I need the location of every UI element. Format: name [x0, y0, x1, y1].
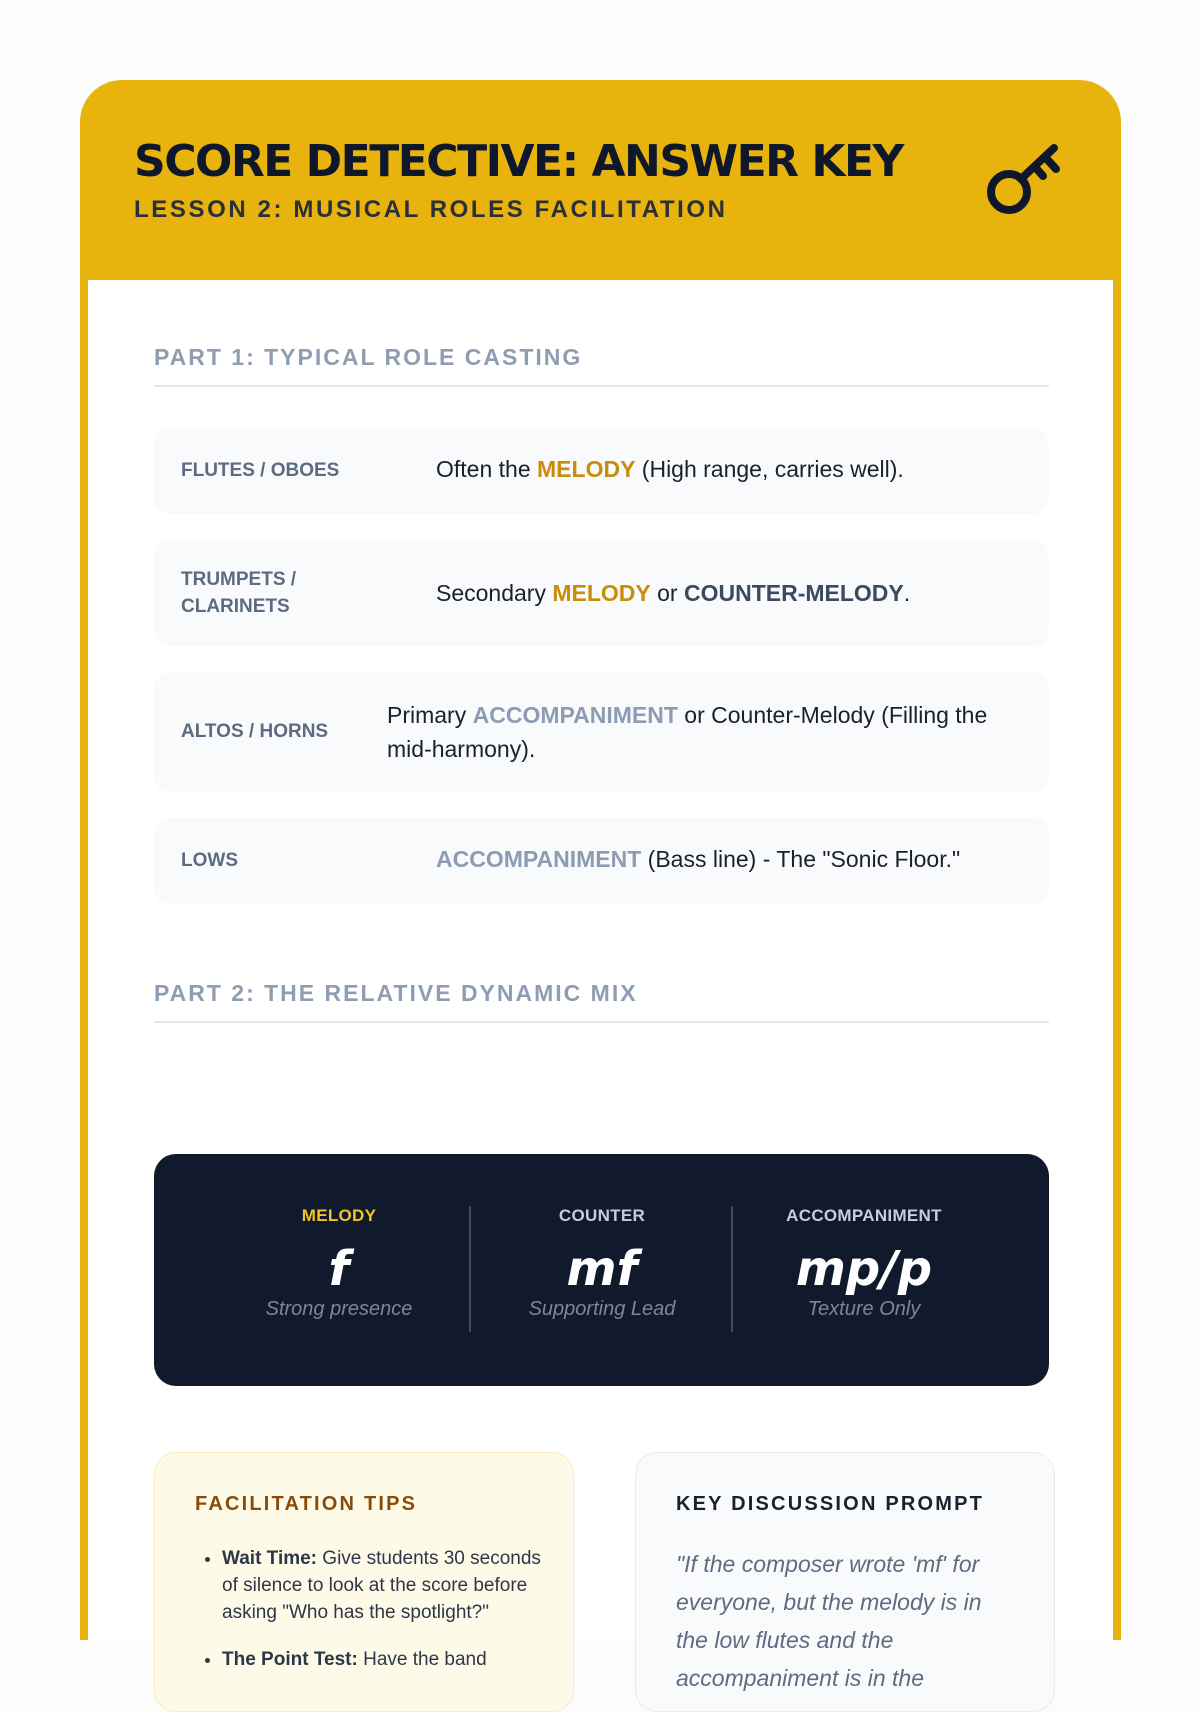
mix-note: Strong presence: [265, 1298, 413, 1320]
dynamic-mix-panel: [154, 1154, 1049, 1386]
role-label: TRUMPETS / CLARINETS: [181, 569, 297, 617]
page-title: SCORE DETECTIVE: ANSWER KEY: [134, 136, 903, 187]
dynamic-symbol: f: [328, 1241, 350, 1297]
dynamic-symbol: mf: [566, 1241, 638, 1297]
mix-note: Texture Only: [807, 1298, 921, 1320]
role-row-lows: [154, 818, 1049, 904]
mix-label: COUNTER: [558, 1206, 646, 1225]
mix-note: Supporting Lead: [528, 1298, 676, 1320]
part2-title: PART 2: THE RELATIVE DYNAMIC MIX: [154, 980, 1049, 1023]
tips-list: [222, 1545, 542, 1693]
role-label: LOWS: [181, 850, 238, 871]
discussion-prompt-box: [635, 1452, 1055, 1712]
role-label: FLUTES / OBOES: [181, 460, 340, 481]
header: [80, 80, 1121, 280]
prompt-text: "If the composer wrote 'mf' for everyone, but the melody is in the low flutes and the accompaniment is in the: [676, 1551, 982, 1691]
page-subtitle: LESSON 2: MUSICAL ROLES FACILITATION: [134, 196, 728, 223]
role-label: ALTOS / HORNS: [181, 721, 329, 742]
role-row-altos: [154, 672, 1049, 792]
role-row-flutes: [154, 428, 1049, 514]
answer-key-card: [80, 80, 1121, 1691]
mix-label: MELODY: [301, 1206, 377, 1225]
tips-title: FACILITATION TIPS: [195, 1493, 418, 1515]
role-row-trumpets: [154, 540, 1049, 646]
part1-title: PART 1: TYPICAL ROLE CASTING: [154, 344, 1049, 387]
mix-column-counter: [471, 1206, 733, 1334]
role-description: Often the MELODY (High range, carries well).: [436, 456, 904, 482]
mix-column-melody: [208, 1206, 470, 1334]
facilitation-tips-box: [154, 1452, 574, 1712]
mix-column-accompaniment: [733, 1206, 995, 1334]
role-description: Secondary MELODY or COUNTER-MELODY.: [436, 580, 911, 606]
tip-item: • Wait Time: Give students 30 seconds of silence to look at the score before asking "Who has the spotlight?": [222, 1545, 542, 1626]
role-description: ACCOMPANIMENT (Bass line) - The "Sonic Floor.": [436, 846, 961, 872]
dynamic-symbol: mp/p: [795, 1241, 933, 1297]
tip-item: • The Point Test: Have the band: [222, 1646, 542, 1673]
prompt-title: KEY DISCUSSION PROMPT: [676, 1493, 985, 1515]
key-icon: [985, 140, 1073, 228]
mix-label: ACCOMPANIMENT: [786, 1206, 942, 1225]
card-body: [88, 280, 1113, 1691]
role-description: Primary ACCOMPANIMENT or Counter-Melody (Filling the mid-harmony).: [387, 702, 988, 762]
